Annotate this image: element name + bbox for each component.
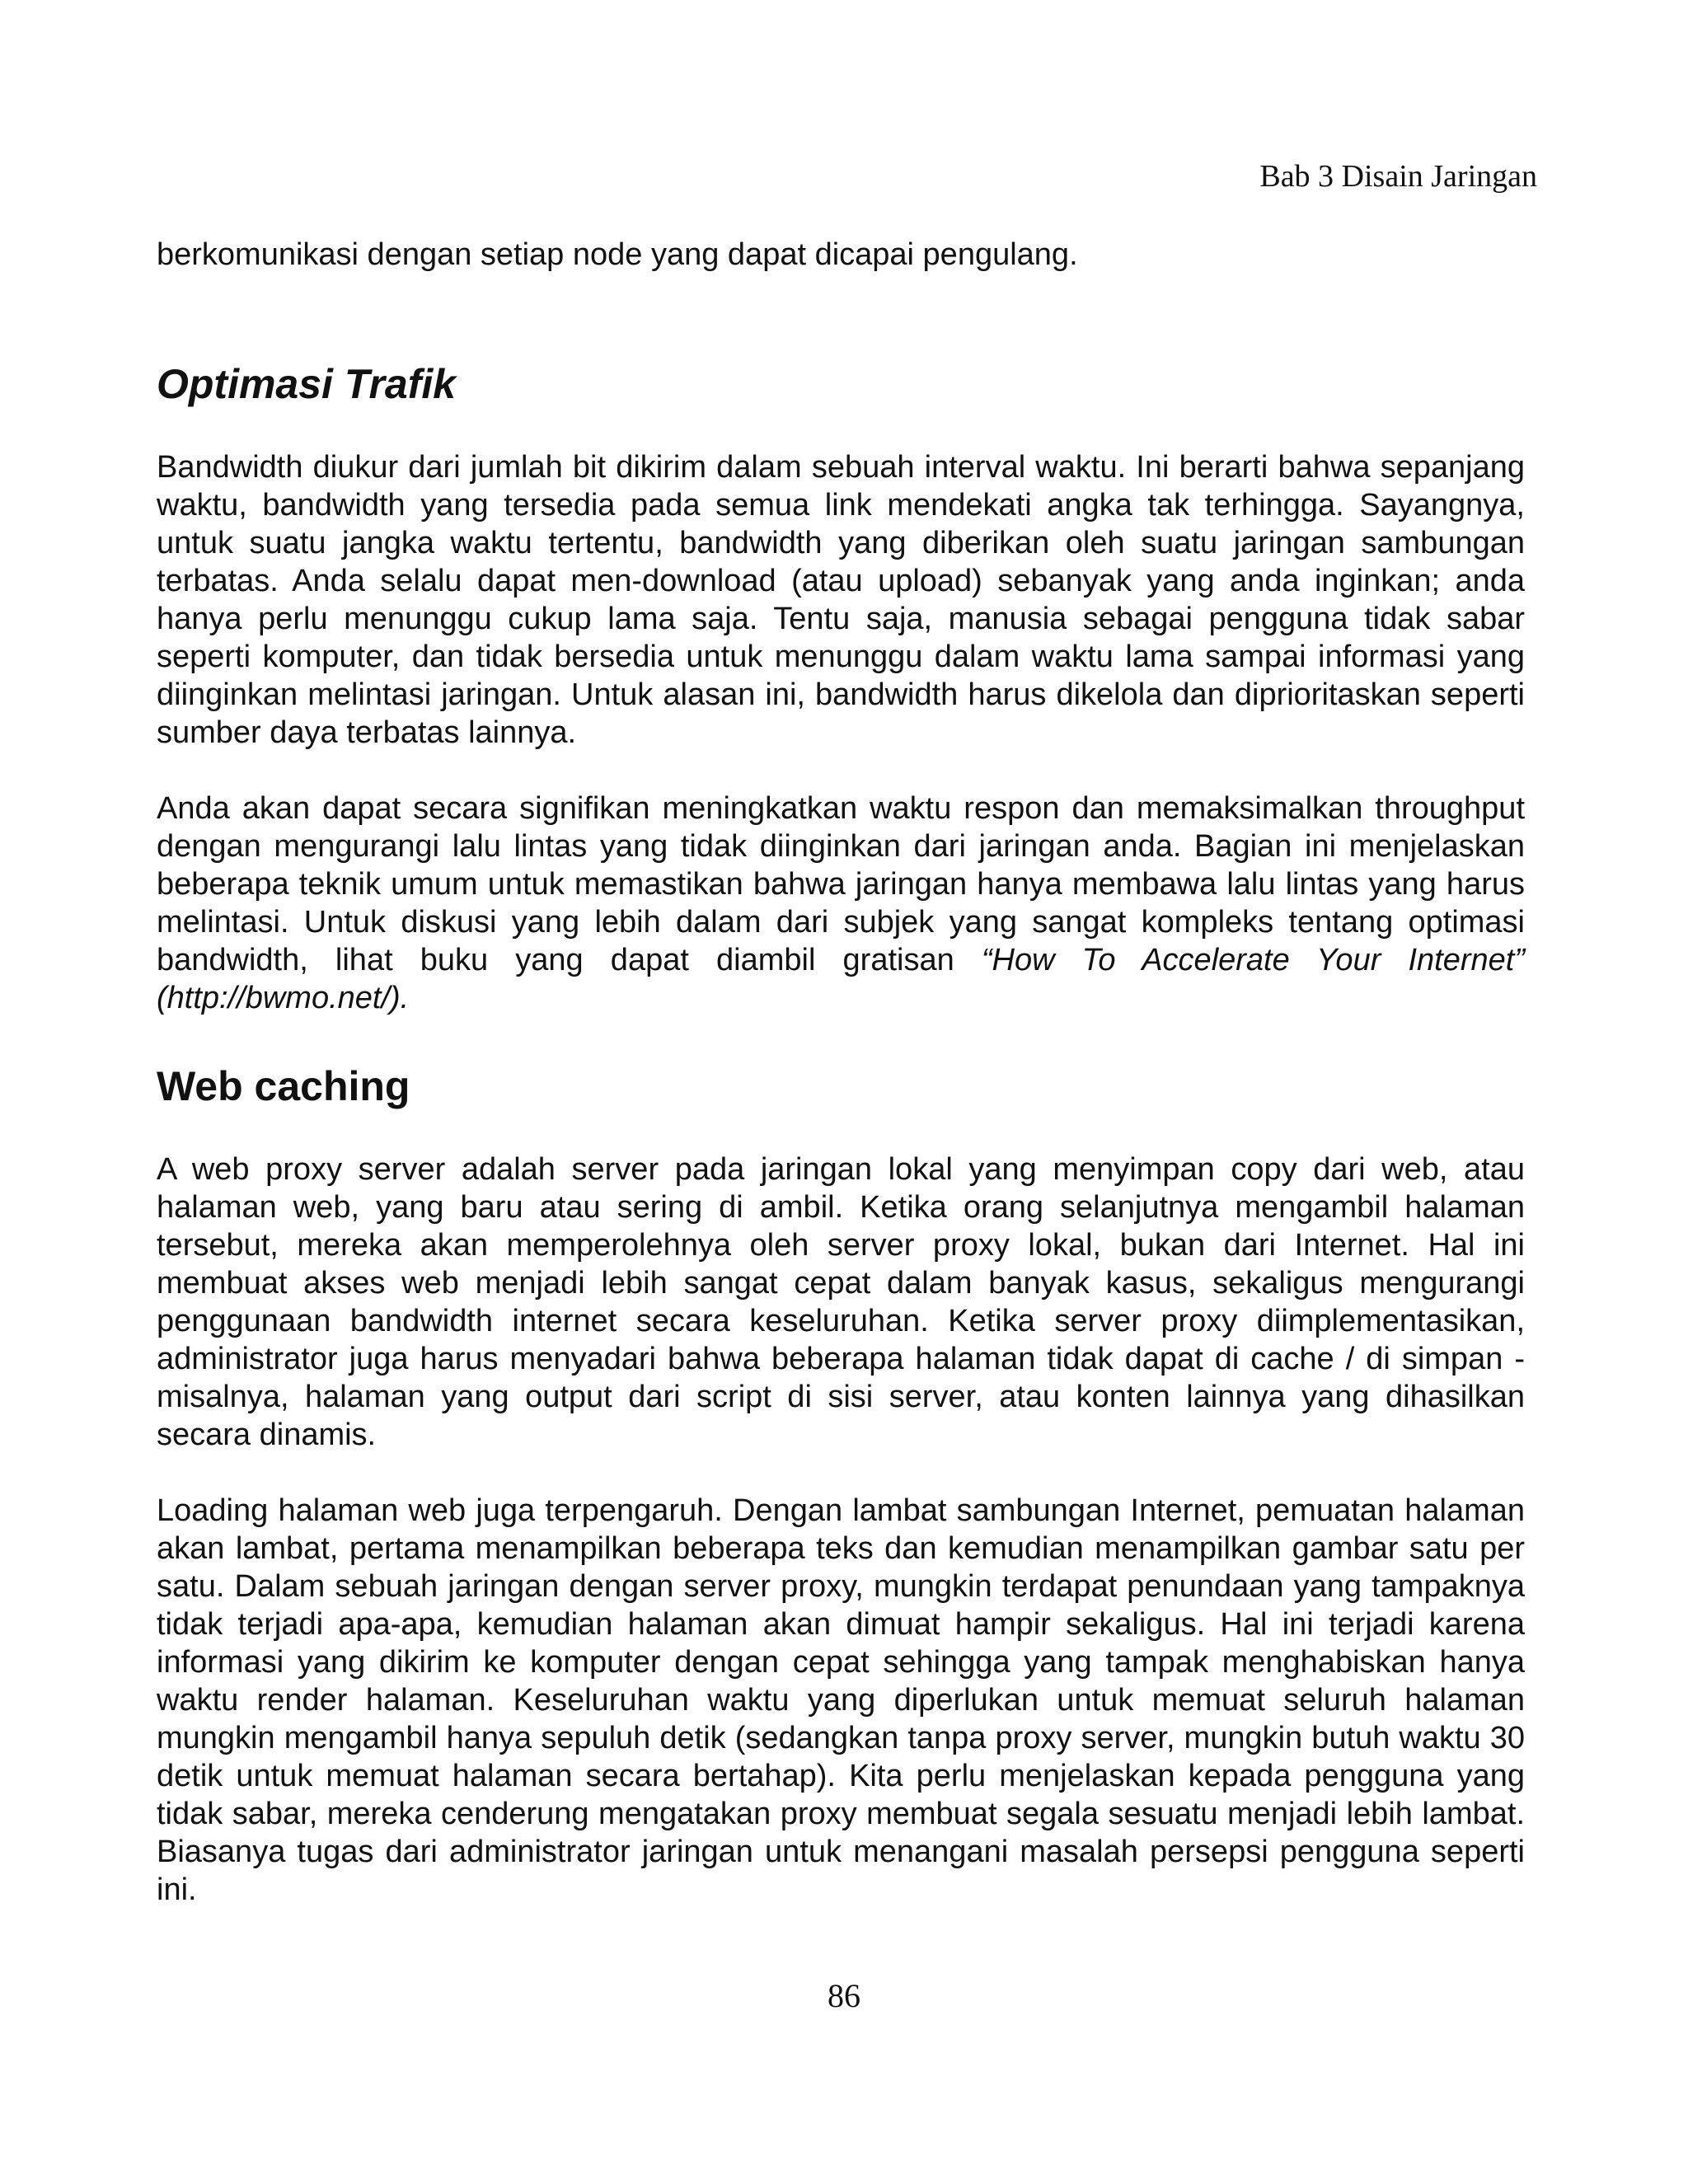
section-heading-web-caching: Web caching (157, 1063, 410, 1109)
continued-paragraph: berkomunikasi dengan setiap node yang dapat dicapai pengulang. (157, 237, 1078, 272)
paragraph-bandwidth: Bandwidth diukur dari jumlah bit dikirim dalam sebuah interval waktu. Ini berarti bahwa sepanjang waktu, bandwidth yang tersedia pada semua link mendekati angka tak terhingga. Sayangnya, untuk suatu jangka waktu tertentu, bandwidth yang diberikan oleh suatu jaringan sambungan terbatas. Anda selalu dapat men-download (atau upload) sebanyak yang anda inginkan; anda hanya perlu menunggu cukup lama saja. Tentu saja, manusia sebagai pengguna tidak sabar seperti komputer, dan tidak bersedia untuk menunggu dalam waktu lama sampai informasi yang diinginkan melintasi jaringan. Untuk alasan ini, bandwidth harus dikelola dan diprioritaskan seperti sumber daya terbatas lainnya. (157, 450, 1525, 750)
page-number: 86 (828, 1977, 860, 2014)
paragraph-throughput-text: Anda akan dapat secara signifikan meningkatkan waktu respon dan memaksimalkan throughput dengan mengurangi lalu lintas yang tidak diinginkan dari jaringan anda. Bagian ini menjelaskan beberapa teknik umum untuk memastikan bahwa jaringan hanya membawa lalu lintas yang harus melintasi. Untuk diskusi yang lebih dalam dari subjek yang sangat kompleks tentang optimasi bandwidth, lihat buku yang dapat diambil gratisan (157, 791, 1525, 977)
paragraph-loading: Loading halaman web juga terpengaruh. Dengan lambat sambungan Internet, pemuatan halaman akan lambat, pertama menampilkan beberapa teks dan kemudian menampilkan gambar satu per satu. Dalam sebuah jaringan dengan server proxy, mungkin terdapat penundaan yang tampaknya tidak terjadi apa-apa, kemudian halaman akan dimuat hampir sekaligus. Hal ini terjadi karena informasi yang dikirim ke komputer dengan cepat sehingga yang tampak menghabiskan hanya waktu render halaman. Keseluruhan waktu yang diperlukan untuk memuat seluruh halaman mungkin mengambil hanya sepuluh detik (sedangkan tanpa proxy server, mungkin butuh waktu 30 detik untuk memuat halaman secara bertahap). Kita perlu menjelaskan kepada pengguna yang tidak sabar, mereka cenderung mengatakan proxy membuat segala sesuatu menjadi lebih lambat. Biasanya tugas dari administrator jaringan untuk menangani masalah persepsi pengguna seperti ini. (157, 1493, 1525, 1907)
paragraph-web-proxy: A web proxy server adalah server pada jaringan lokal yang menyimpan copy dari web, atau halaman web, yang baru atau sering di ambil. Ketika orang selanjutnya mengambil halaman tersebut, mereka akan memperolehnya oleh server proxy lokal, bukan dari Internet. Hal ini membuat akses web menjadi lebih sangat cepat dalam banyak kasus, sekaligus mengurangi penggunaan bandwidth internet secara keseluruhan. Ketika server proxy diimplementasikan, administrator juga harus menyadari bahwa beberapa halaman tidak dapat di cache / di simpan - misalnya, halaman yang output dari script di sisi server, atau konten lainnya yang dihasilkan secara dinamis. (157, 1152, 1525, 1452)
running-header: Bab 3 Disain Jaringan (1259, 159, 1537, 194)
paragraph-throughput (157, 790, 1525, 1017)
section-heading-optimasi-trafik: Optimasi Trafik (157, 361, 457, 407)
page-content (157, 236, 1525, 1909)
book-reference: “How To Accelerate Your Internet” (http://bwmo.net/). (157, 943, 1525, 1015)
